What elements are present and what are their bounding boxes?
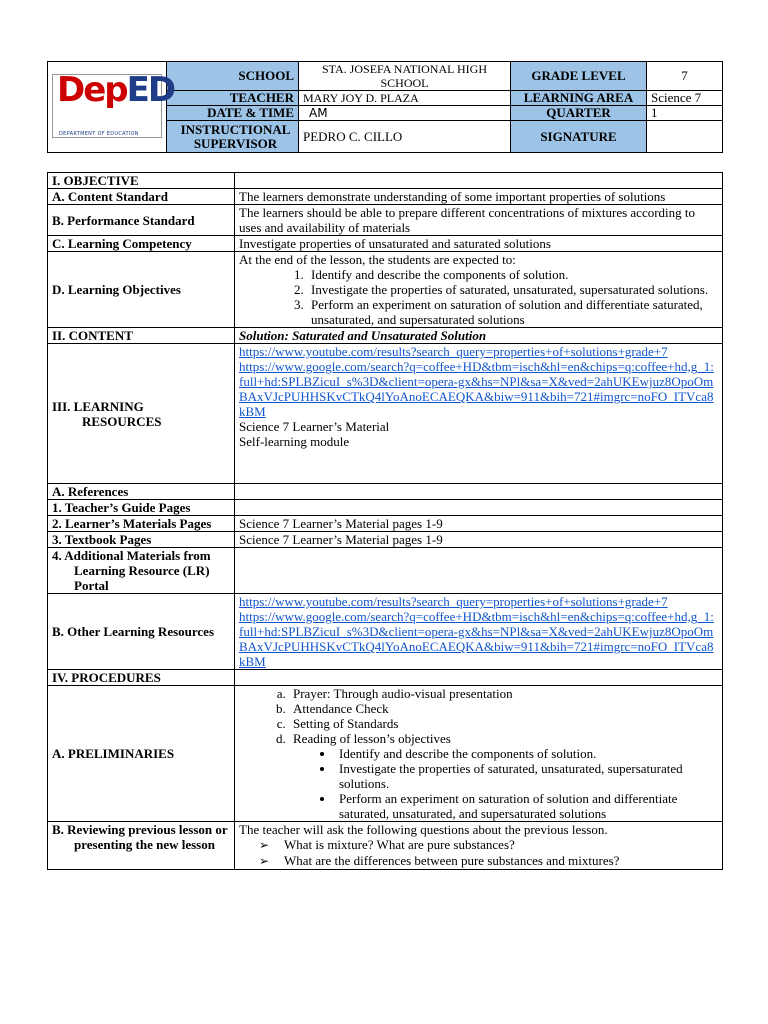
preliminary-objective-item: • Perform an experiment on saturation of solution and differentiate saturated, unsaturated, and supersaturated solutions bbox=[335, 791, 718, 821]
preliminary-objective-item: • Identify and describe the components of solution. bbox=[335, 746, 718, 761]
preliminary-objectives-list bbox=[239, 746, 718, 821]
logo-ed-text: ED bbox=[126, 69, 175, 110]
other-youtube-link[interactable]: https://www.youtube.com/results?search_query=properties+of+solutions+grade+7 bbox=[239, 594, 668, 609]
reviewing-lesson-label: B. Reviewing previous lesson or presenting the new lesson bbox=[48, 822, 235, 870]
procedures-heading-blank bbox=[235, 670, 723, 686]
learning-resources-heading-line2: RESOURCES bbox=[82, 413, 162, 429]
learning-resources-cell bbox=[235, 344, 723, 484]
procedures-heading: IV. PROCEDURES bbox=[48, 670, 235, 686]
date-time-label: DATE & TIME bbox=[167, 106, 299, 121]
signature-value bbox=[647, 121, 723, 153]
quarter-value: 1 bbox=[647, 106, 723, 121]
content-standard-label: A. Content Standard bbox=[48, 189, 235, 205]
lr-portal-value bbox=[235, 548, 723, 594]
objective-item: 2. Investigate the properties of saturated, unsaturated, supersaturated solutions. bbox=[307, 282, 718, 297]
learning-area-label: LEARNING AREA bbox=[511, 91, 647, 106]
teacher-label: TEACHER bbox=[167, 91, 299, 106]
objectives-intro: At the end of the lesson, the students are expected to: bbox=[239, 252, 516, 267]
preliminary-item: c. Setting of Standards bbox=[289, 716, 718, 731]
learners-materials-label: 2. Learner’s Materials Pages bbox=[48, 516, 235, 532]
grade-level-label: GRADE LEVEL bbox=[511, 62, 647, 91]
objective-heading: I. OBJECTIVE bbox=[48, 173, 235, 189]
learners-materials-value: Science 7 Learner’s Material pages 1-9 bbox=[235, 516, 723, 532]
school-value: STA. JOSEFA NATIONAL HIGH SCHOOL bbox=[299, 62, 511, 91]
other-resources-label: B. Other Learning Resources bbox=[48, 594, 235, 670]
date-time-value: AM bbox=[299, 106, 511, 121]
teachers-guide-label: 1. Teacher’s Guide Pages bbox=[48, 500, 235, 516]
learning-competency-value: Investigate properties of unsaturated and saturated solutions bbox=[235, 236, 723, 252]
objective-heading-blank bbox=[235, 173, 723, 189]
review-question: ➢ What are the differences between pure substances and mixtures? bbox=[259, 853, 718, 869]
review-intro: The teacher will ask the following questions about the previous lesson. bbox=[239, 822, 608, 837]
logo-dep-text: Dep bbox=[57, 69, 127, 110]
review-questions-list bbox=[239, 837, 718, 869]
teachers-guide-value bbox=[235, 500, 723, 516]
other-google-search-link[interactable]: https://www.google.com/search?q=coffee+HD&tbm=isch&hl=en&chips=q:coffee+hd,g_1:full+hd:SPLBZicuI_s%3D&client=opera-gx&hs=NPl&sa=X&ved=2ahUKEwjuz8OpoOmBAxVJcPUHHSKvCTkQ4lYoAnoECAEQKA&biw=911&bih=721#imgrc=noFO_ITVca8kBM bbox=[239, 609, 714, 669]
other-resources-cell bbox=[235, 594, 723, 670]
resource-material-2: Self-learning module bbox=[239, 434, 350, 449]
references-label: A. References bbox=[48, 484, 235, 500]
content-heading: II. CONTENT bbox=[48, 328, 235, 344]
resource-material-1: Science 7 Learner’s Material bbox=[239, 419, 390, 434]
header-table bbox=[47, 61, 723, 153]
objectives-list bbox=[239, 267, 718, 327]
content-standard-value: The learners demonstrate understanding of some important properties of solutions bbox=[235, 189, 723, 205]
learning-area-value: Science 7 bbox=[647, 91, 723, 106]
learning-competency-label: C. Learning Competency bbox=[48, 236, 235, 252]
reviewing-lesson-cell bbox=[235, 822, 723, 870]
deped-logo bbox=[52, 69, 175, 138]
logo-subtext: DEPARTMENT OF EDUCATION bbox=[59, 130, 139, 137]
supervisor-value: PEDRO C. CILLO bbox=[299, 121, 511, 153]
grade-level-value: 7 bbox=[647, 62, 723, 91]
preliminary-item: a. Prayer: Through audio-visual presentation bbox=[289, 686, 718, 701]
school-label: SCHOOL bbox=[167, 62, 299, 91]
quarter-label: QUARTER bbox=[511, 106, 647, 121]
preliminaries-cell bbox=[235, 686, 723, 822]
preliminary-item: b. Attendance Check bbox=[289, 701, 718, 716]
objective-item: 1. Identify and describe the components of solution. bbox=[307, 267, 718, 282]
supervisor-label: INSTRUCTIONAL SUPERVISOR bbox=[167, 121, 299, 153]
preliminary-item: d. Reading of lesson’s objectives bbox=[289, 731, 718, 746]
lesson-plan-table bbox=[47, 172, 723, 870]
signature-label: SIGNATURE bbox=[511, 121, 647, 153]
lr-portal-label: 4. Additional Materials from Learning Resource (LR) Portal bbox=[48, 548, 235, 594]
objective-item: 3. Perform an experiment on saturation of solution and differentiate saturated, unsaturated, and supersaturated solutions bbox=[307, 297, 718, 327]
textbook-pages-label: 3. Textbook Pages bbox=[48, 532, 235, 548]
logo-cell bbox=[48, 62, 175, 153]
preliminary-objective-item: • Investigate the properties of saturated, unsaturated, supersaturated solutions. bbox=[335, 761, 718, 791]
teacher-value: MARY JOY D. PLAZA bbox=[299, 91, 511, 106]
learning-objectives-cell bbox=[235, 252, 723, 328]
performance-standard-value: The learners should be able to prepare different concentrations of mixtures according to uses and availability of materials bbox=[235, 205, 723, 236]
review-question: ➢ What is mixture? What are pure substances? bbox=[259, 837, 718, 853]
performance-standard-label: B. Performance Standard bbox=[48, 205, 235, 236]
references-blank bbox=[235, 484, 723, 500]
youtube-link[interactable]: https://www.youtube.com/results?search_query=properties+of+solutions+grade+7 bbox=[239, 344, 668, 359]
preliminaries-label: A. PRELIMINARIES bbox=[48, 686, 235, 822]
learning-objectives-label: D. Learning Objectives bbox=[48, 252, 235, 328]
learning-resources-heading-line1: III. LEARNING bbox=[52, 398, 144, 414]
learning-resources-heading bbox=[48, 344, 235, 484]
textbook-pages-value: Science 7 Learner’s Material pages 1-9 bbox=[235, 532, 723, 548]
content-value: Solution: Saturated and Unsaturated Solution bbox=[235, 328, 723, 344]
preliminaries-list bbox=[239, 686, 718, 746]
google-search-link[interactable]: https://www.google.com/search?q=coffee+HD&tbm=isch&hl=en&chips=q:coffee+hd,g_1:full+hd:SPLBZicuI_s%3D&client=opera-gx&hs=NPl&sa=X&ved=2ahUKEwjuz8OpoOmBAxVJcPUHHSKvCTkQ4lYoAnoECAEQKA&biw=911&bih=721#imgrc=noFO_ITVca8kBM bbox=[239, 359, 714, 419]
